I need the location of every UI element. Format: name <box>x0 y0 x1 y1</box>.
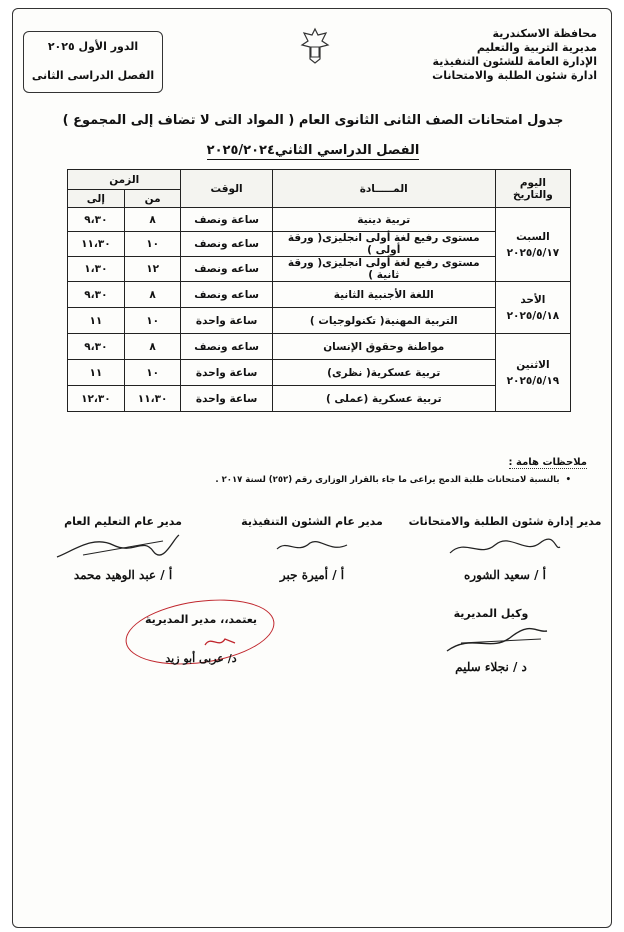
from-cell: ١٠ <box>124 232 181 257</box>
signature-title: مدير إدارة شئون الطلبة والامتحانات <box>408 515 602 528</box>
session-term: الفصل الدراسى الثانى <box>31 69 155 82</box>
subject-cell: تربية عسكرية( نظرى) <box>272 360 495 386</box>
subject-cell: مواطنة وحقوق الإنسان <box>272 334 495 360</box>
day-name: السبت <box>516 230 550 243</box>
duration-cell: ساعة ونصف <box>181 208 272 232</box>
exam-schedule-table <box>67 169 571 412</box>
from-cell: ٨ <box>124 282 181 308</box>
day-date: ٢٠٢٥/٥/١٨ <box>506 309 560 322</box>
table-row <box>68 308 571 334</box>
table-row <box>68 282 571 308</box>
to-cell: ٩،٣٠ <box>68 282 125 308</box>
session-box <box>23 31 163 93</box>
table-row <box>68 360 571 386</box>
org-line-governorate: محافظة الاسكندرية <box>492 27 597 40</box>
notes-item: • بالنسبة لامتحانات طلبة الدمج يراعى ما جاء بالقرار الوزارى رقم (٢٥٢) لسنة ٢٠١٧ . <box>51 475 571 485</box>
from-cell: ٨ <box>124 334 181 360</box>
from-cell: ١١،٣٠ <box>124 386 181 412</box>
duration-cell: ساعة واحدة <box>181 308 272 334</box>
organization-header <box>387 27 597 83</box>
org-line-department: ادارة شئون الطلبة والامتحانات <box>432 69 597 82</box>
page-title: جدول امتحانات الصف الثانى الثانوى العام ( المواد التى لا تضاف إلى المجموع ) <box>62 113 564 128</box>
signature-students-affairs <box>405 515 605 585</box>
duration-cell: ساعة واحدة <box>181 386 272 412</box>
session-round: الدور الأول ٢٠٢٥ <box>47 40 139 53</box>
signature-title: يعتمد،، مدير المديرية <box>144 613 258 626</box>
handwritten-signature-icon <box>441 623 551 657</box>
table-row <box>68 232 571 257</box>
signature-name: أ / أميرة جبر <box>279 568 345 582</box>
day-cell <box>495 208 570 282</box>
signature-deputy <box>411 607 571 677</box>
handwritten-signature-icon <box>272 533 352 559</box>
org-line-administration: الإدارة العامة للشئون التنفيذية <box>432 55 597 68</box>
page-subtitle <box>13 143 613 158</box>
header-duration: الوقت <box>181 170 272 208</box>
to-cell: ١١ <box>68 308 125 334</box>
day-cell <box>495 334 570 412</box>
signature-director <box>127 613 275 683</box>
signature-name: د/ عربى أبو زيد <box>165 652 237 665</box>
duration-cell: ساعه ونصف <box>181 334 272 360</box>
subject-cell: اللغة الأجنبية الثانية <box>272 282 495 308</box>
handwritten-signature-icon <box>201 631 241 651</box>
day-date: ٢٠٢٥/٥/١٩ <box>506 374 560 387</box>
handwritten-signature-icon <box>445 533 565 563</box>
subject-cell: مستوى رفيع لغة أولى انجليزى( ورقة أولى ) <box>272 232 495 257</box>
to-cell: ٩،٣٠ <box>68 334 125 360</box>
handwritten-signature-icon <box>53 531 183 563</box>
signature-name: أ / عبد الوهيد محمد <box>73 568 173 582</box>
from-cell: ١٠ <box>124 360 181 386</box>
header-subject: المـــــادة <box>272 170 495 208</box>
table-row <box>68 257 571 282</box>
duration-cell: ساعة واحدة <box>181 360 272 386</box>
header-to: إلى <box>68 190 125 208</box>
duration-cell: ساعه ونصف <box>181 232 272 257</box>
duration-cell: ساعه ونصف <box>181 282 272 308</box>
day-cell <box>495 282 570 334</box>
signature-executive-affairs <box>227 515 397 585</box>
header-from: من <box>124 190 181 208</box>
signature-title: مدير عام الشئون التنفيذية <box>241 515 383 528</box>
day-name: الاثنين <box>516 358 550 371</box>
to-cell: ١٢،٣٠ <box>68 386 125 412</box>
signature-title: وكيل المديرية <box>453 607 529 620</box>
subtitle-text: الفصل الدراسي الثاني٢٠٢٥/٢٠٢٤ <box>206 143 420 158</box>
signature-name: أ / سعيد الشوره <box>464 568 546 582</box>
subject-cell: مستوى رفيع لغة أولى انجليزى( ورقة ثانية ) <box>272 257 495 282</box>
to-cell: ٩،٣٠ <box>68 208 125 232</box>
subject-cell: تربية دينية <box>272 208 495 232</box>
org-line-directorate: مديرية التربية والتعليم <box>476 41 597 54</box>
signature-title: مدير عام التعليم العام <box>64 515 182 528</box>
notes-heading: ملاحظات هامة : <box>508 457 587 468</box>
from-cell: ٨ <box>124 208 181 232</box>
from-cell: ١٢ <box>124 257 181 282</box>
header-day: اليوم والتاريخ <box>495 170 570 208</box>
table-row <box>68 208 571 232</box>
table-row <box>68 334 571 360</box>
to-cell: ١،٣٠ <box>68 257 125 282</box>
from-cell: ١٠ <box>124 308 181 334</box>
to-cell: ١١ <box>68 360 125 386</box>
eagle-emblem-icon <box>285 27 345 77</box>
header-time: الزمن <box>68 170 181 190</box>
document-page <box>12 8 612 928</box>
subject-cell: التربية المهنية( تكنولوجيات ) <box>272 308 495 334</box>
subject-cell: تربية عسكرية (عملى ) <box>272 386 495 412</box>
duration-cell: ساعه ونصف <box>181 257 272 282</box>
day-name: الأحد <box>520 293 546 306</box>
table-row <box>68 386 571 412</box>
signature-general-education <box>43 515 203 585</box>
signature-name: د / نجلاء سليم <box>455 660 527 674</box>
to-cell: ١١،٣٠ <box>68 232 125 257</box>
day-date: ٢٠٢٥/٥/١٧ <box>506 246 560 259</box>
